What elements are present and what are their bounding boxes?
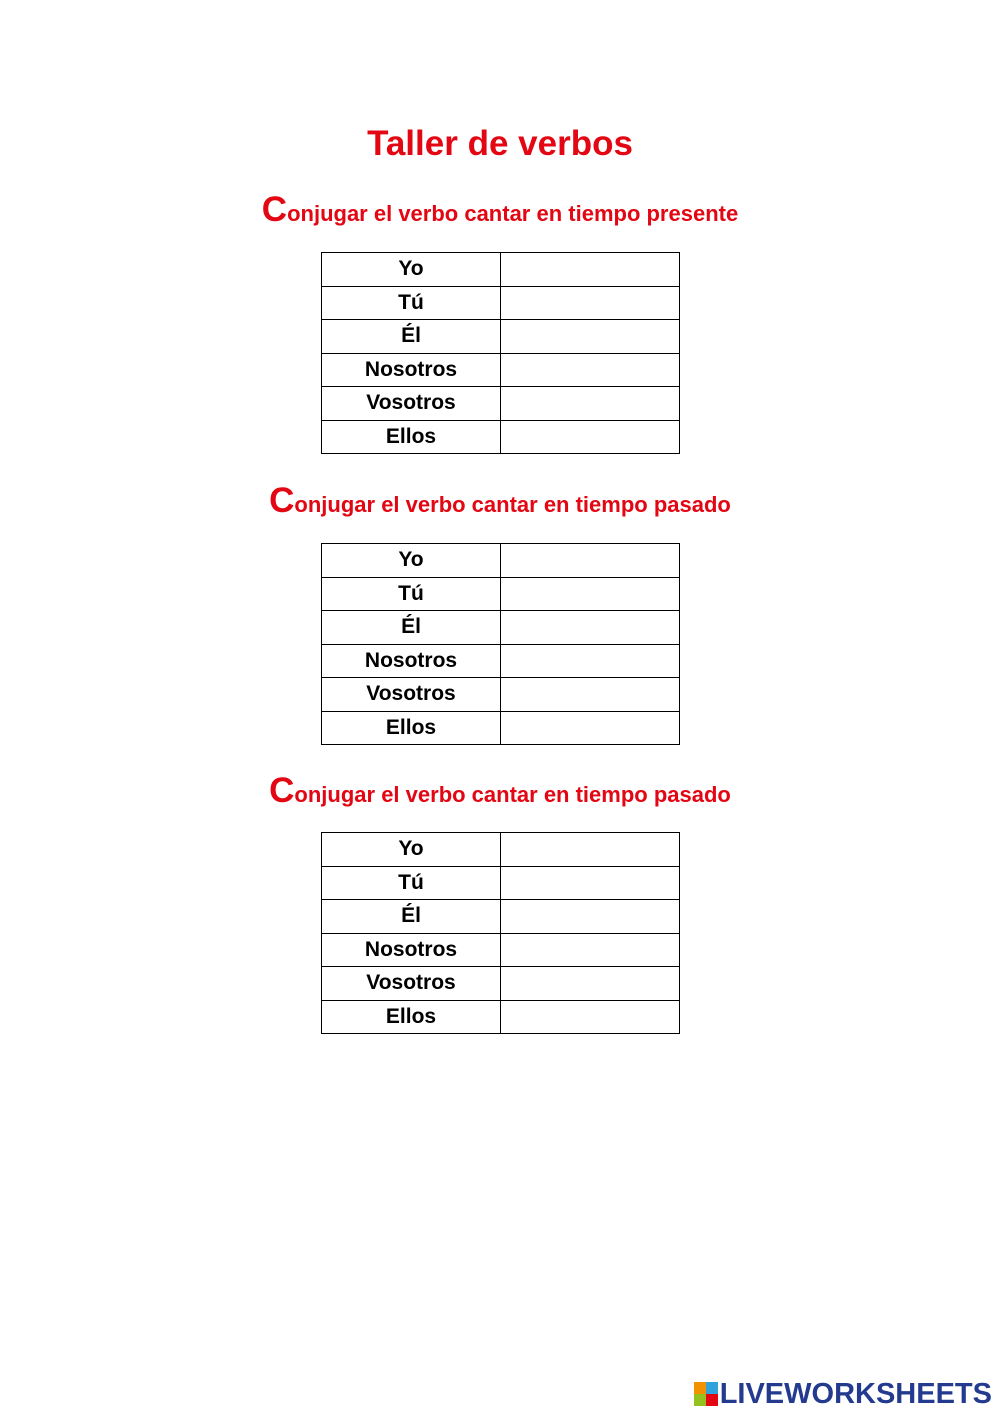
pronoun-cell: Nosotros — [322, 644, 501, 678]
table-row — [322, 866, 680, 900]
pronoun-cell: Vosotros — [322, 678, 501, 712]
heading-text: onjugar el verbo cantar en tiempo pasado — [294, 782, 731, 807]
table-row — [322, 1000, 680, 1034]
table-row — [322, 900, 680, 934]
pronoun-cell: Yo — [322, 544, 501, 578]
liveworksheets-logo — [694, 1374, 992, 1414]
table-row — [322, 420, 680, 454]
heading-text: onjugar el verbo cantar en tiempo pasado — [294, 492, 731, 517]
pronoun-cell: Yo — [322, 833, 501, 867]
liveworksheets-logo-icon — [694, 1382, 718, 1406]
answer-cell[interactable] — [501, 286, 680, 320]
answer-cell[interactable] — [501, 866, 680, 900]
answer-cell[interactable] — [501, 320, 680, 354]
pronoun-cell: Vosotros — [322, 967, 501, 1001]
answer-cell[interactable] — [501, 900, 680, 934]
section-heading-past — [0, 481, 1000, 525]
table-row — [322, 353, 680, 387]
heading-initial: C — [269, 481, 295, 520]
pronoun-cell: Ellos — [322, 1000, 501, 1034]
pronoun-cell: Tú — [322, 577, 501, 611]
table-row — [322, 387, 680, 421]
pronoun-cell: Él — [322, 900, 501, 934]
answer-cell[interactable] — [501, 420, 680, 454]
conjugation-table-past-2 — [321, 832, 680, 1034]
answer-cell[interactable] — [501, 678, 680, 712]
answer-cell[interactable] — [501, 544, 680, 578]
table-row — [322, 577, 680, 611]
table-row — [322, 711, 680, 745]
answer-cell[interactable] — [501, 611, 680, 645]
table-row — [322, 678, 680, 712]
section-heading-present — [0, 190, 1000, 234]
pronoun-cell: Ellos — [322, 711, 501, 745]
page-title: Taller de verbos — [367, 124, 633, 163]
section-heading-past-2 — [0, 771, 1000, 815]
table-row — [322, 611, 680, 645]
answer-cell[interactable] — [501, 387, 680, 421]
answer-cell[interactable] — [501, 967, 680, 1001]
answer-cell[interactable] — [501, 1000, 680, 1034]
answer-cell[interactable] — [501, 833, 680, 867]
pronoun-cell: Vosotros — [322, 387, 501, 421]
pronoun-cell: Él — [322, 320, 501, 354]
table-row — [322, 253, 680, 287]
table-row — [322, 644, 680, 678]
pronoun-cell: Tú — [322, 286, 501, 320]
table-row — [322, 286, 680, 320]
answer-cell[interactable] — [501, 253, 680, 287]
table-row — [322, 833, 680, 867]
heading-initial: C — [261, 190, 288, 229]
table-row — [322, 967, 680, 1001]
heading-initial: C — [269, 771, 295, 810]
table-row — [322, 320, 680, 354]
pronoun-cell: Tú — [322, 866, 501, 900]
heading-text: onjugar el verbo cantar en tiempo presente — [287, 201, 739, 226]
table-row — [322, 544, 680, 578]
answer-cell[interactable] — [501, 577, 680, 611]
pronoun-cell: Él — [322, 611, 501, 645]
pronoun-cell: Yo — [322, 253, 501, 287]
logo-text: LIVEWORKSHEETS — [719, 1378, 992, 1410]
answer-cell[interactable] — [501, 933, 680, 967]
pronoun-cell: Ellos — [322, 420, 501, 454]
answer-cell[interactable] — [501, 711, 680, 745]
answer-cell[interactable] — [501, 353, 680, 387]
table-row — [322, 933, 680, 967]
answer-cell[interactable] — [501, 644, 680, 678]
pronoun-cell: Nosotros — [322, 933, 501, 967]
conjugation-table-present — [321, 252, 680, 454]
pronoun-cell: Nosotros — [322, 353, 501, 387]
conjugation-table-past — [321, 543, 680, 745]
